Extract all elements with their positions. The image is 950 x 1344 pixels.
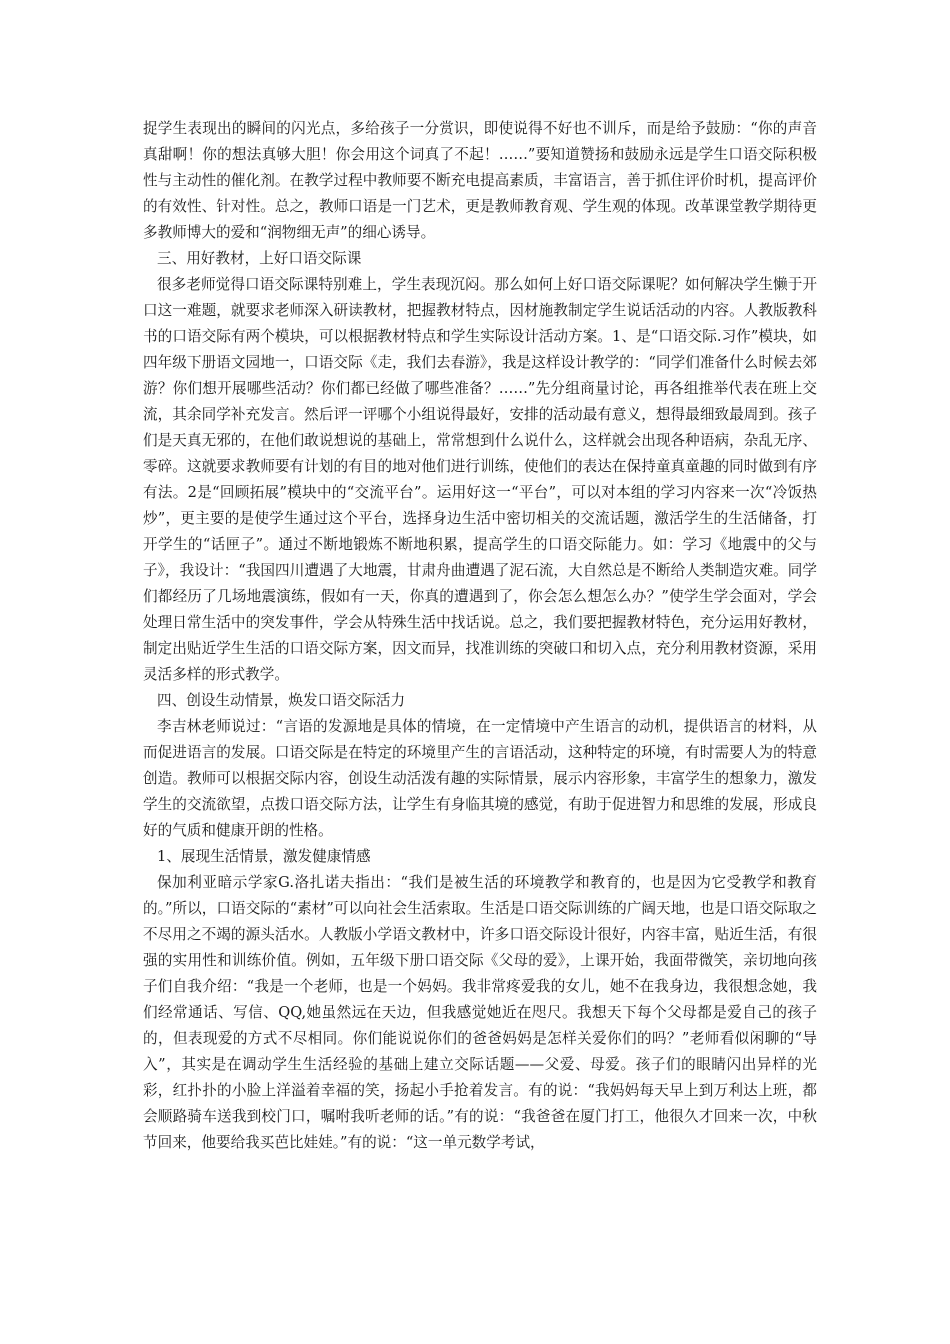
document-page — [143, 116, 817, 1156]
paragraph-textbook-body: 很多老师觉得口语交际课特别难上，学生表现沉闷。那么如何上好口语交际课呢？如何解决学生懒于开口这一难题，就要求老师深入研读教材，把握教材特点，因材施教制定学生说话活动的内容。人教版教科书的口语交际有两个模块，可以根据教材特点和学生实际设计活动方案。1、是“口语交际.习作”模块，如四年级下册语文园地一，口语交际《走，我们去春游》，我是这样设计教学的：“同学们准备什么时候去郊游？你们想开展哪些活动？你们都已经做了哪些准备？……”先分组商量讨论，再各组推举代表在班上交流，其余同学补充发言。然后评一评哪个小组说得最好，安排的活动最有意义，想得最细致最周到。孩子们是天真无邪的，在他们敢说想说的基础上，常常想到什么说什么，这样就会出现各种语病，杂乱无序、零碎。这就要求教师要有计划的有目的地对他们进行训练，使他们的表达在保持童真童趣的同时做到有序有法。2是“回顾拓展”模块中的“交流平台”。运用好这一“平台”，可以对本组的学习内容来一次“冷饭热炒”，更主要的是使学生通过这个平台，选择身边生活中密切相关的交流话题，激活学生的生活储备，打开学生的“话匣子”。通过不断地锻炼不断地积累，提高学生的口语交际能力。如：学习《地震中的父与子》，我设计：“我国四川遭遇了大地震，甘肃舟曲遭遇了泥石流，大自然总是不断给人类制造灾难。同学们都经历了几场地震演练，假如有一天，你真的遭遇到了，你会怎么想怎么办？”使学生学会面对，学会处理日常生活中的突发事件，学会从特殊生活中找话说。总之，我们要把握教材特色，充分运用好教材，制定出贴近学生生活的口语交际方案，因文而异，找准训练的突破口和切入点，充分利用教材资源，采用灵活多样的形式教学。 — [143, 276, 817, 683]
paragraph-situation-body: 李吉林老师说过：“言语的发源地是具体的情境，在一定情境中产生语言的动机，提供语言的材料，从而促进语言的发展。口语交际是在特定的环境里产生的言语活动，这种特定的环境，有时需要人为的特意创造。教师可以根据交际内容，创设生动活泼有趣的实际情景，展示内容形象，丰富学生的想象力，激发学生的交流欲望，点拨口语交际方法，让学生有身临其境的感觉，有助于促进智力和思维的发展，形成良好的气质和健康开朗的性格。 — [143, 718, 817, 839]
section-heading-situation: 四、创设生动情景，焕发口语交际活力 — [157, 692, 406, 709]
paragraph-praise-continued: 捉学生表现出的瞬间的闪光点，多给孩子一分赏识，即使说得不好也不训斥，而是给予鼓励：“你的声音真甜啊！你的想法真够大胆！你会用这个词真了不起！……”要知道赞扬和鼓励永远是学生口语交际积极性与主动性的催化剂。在教学过程中教师要不断充电提高素质，丰富语言，善于抓住评价时机，提高评价的有效性、针对性。总之，教师口语是一门艺术，更是教师教育观、学生观的体现。改革课堂教学期待更多教师博大的爱和“润物细无声”的细心诱导。 — [143, 120, 817, 241]
subsection-heading-life-scene: 1、展现生活情景，激发健康情感 — [157, 848, 371, 865]
paragraph-life-scene-body: 保加利亚暗示学家G.洛扎诺夫指出：“我们是被生活的环境教学和教育的，也是因为它受教学和教育的。”所以，口语交际的“素材”可以向社会生活索取。生活是口语交际训练的广阔天地，也是口语交际取之不尽用之不竭的源头活水。人教版小学语文教材中，许多口语交际设计很好，内容丰富，贴近生活，有很强的实用性和训练价值。例如，五年级下册口语交际《父母的爱》，上课开始，我面带微笑，亲切地向孩子们自我介绍：“我是一个老师，也是一个妈妈。我非常疼爱我的女儿，她不在我身边，我很想念她，我们经常通话、写信、QQ,她虽然远在天边，但我感觉她近在咫尺。我想天下每个父母都是爱自己的孩子的，但表现爱的方式不尽相同。你们能说说你们的爸爸妈妈是怎样关爱你们的吗？”老师看似闲聊的“导入”，其实是在调动学生生活经验的基础上建立交际话题——父爱、母爱。孩子们的眼睛闪出异样的光彩，红扑扑的小脸上洋溢着幸福的笑，扬起小手抢着发言。有的说：“我妈妈每天早上到万利达上班，都会顺路骑车送我到校门口，嘱咐我听老师的话。”有的说：“我爸爸在厦门打工，他很久才回来一次，中秋节回来，他要给我买芭比娃娃。”有的说：“这一单元数学考试， — [143, 874, 817, 1151]
section-heading-textbook: 三、用好教材，上好口语交际课 — [157, 250, 362, 267]
